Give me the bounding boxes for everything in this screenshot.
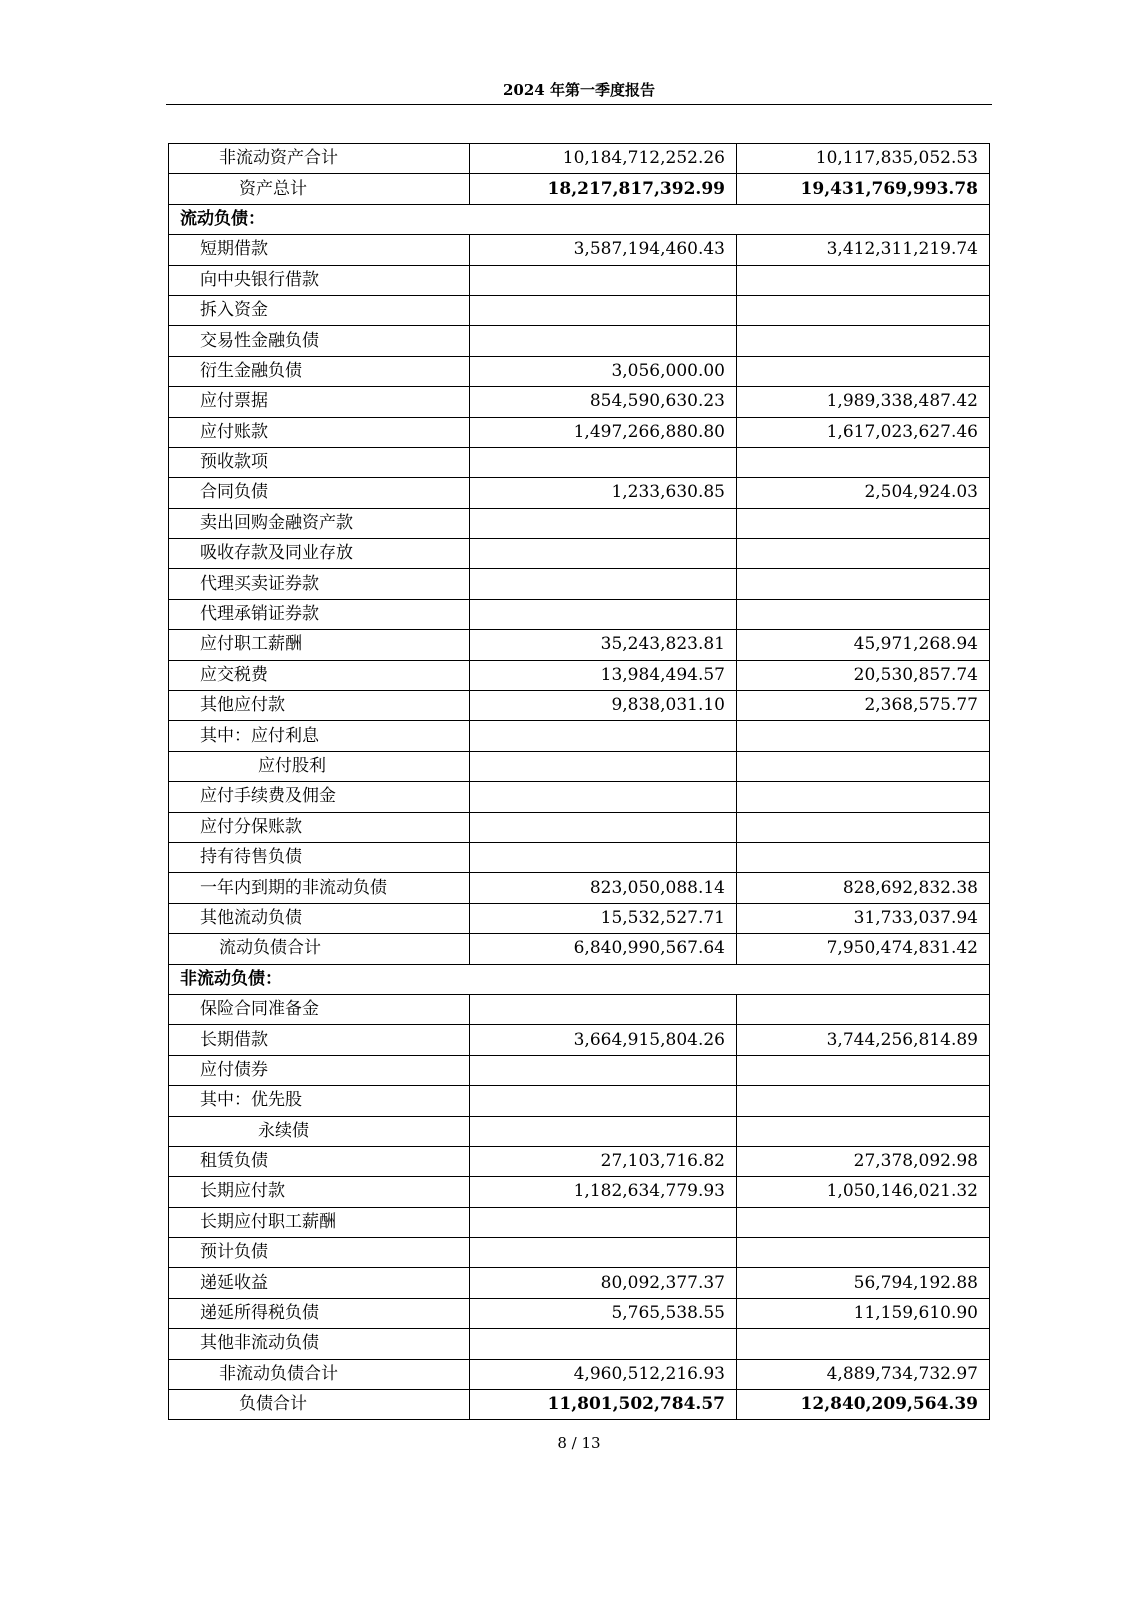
- row-label: 短期借款: [169, 235, 470, 265]
- prior-period-value: [737, 1055, 990, 1085]
- prior-period-value: [737, 508, 990, 538]
- header-rule: [166, 104, 992, 105]
- current-period-value: [470, 751, 737, 781]
- prior-period-value: [737, 812, 990, 842]
- prior-period-value: 3,744,256,814.89: [737, 1025, 990, 1055]
- prior-period-value: 31,733,037.94: [737, 903, 990, 933]
- row-label: 预收款项: [169, 447, 470, 477]
- table-row: [169, 1359, 990, 1389]
- row-label: 代理承销证券款: [169, 599, 470, 629]
- table-row: [169, 599, 990, 629]
- current-period-value: [470, 1055, 737, 1085]
- table-row: [169, 1207, 990, 1237]
- table-row: [169, 174, 990, 204]
- row-label: 其中：应付利息: [169, 721, 470, 751]
- current-period-value: [470, 721, 737, 751]
- section-row: [169, 204, 990, 234]
- current-period-value: [470, 842, 737, 872]
- row-label: 一年内到期的非流动负债: [169, 873, 470, 903]
- table-row: [169, 1238, 990, 1268]
- prior-period-value: [737, 356, 990, 386]
- row-label: 应付职工薪酬: [169, 630, 470, 660]
- table-row: [169, 903, 990, 933]
- prior-period-value: [737, 1329, 990, 1359]
- current-period-value: [470, 1238, 737, 1268]
- prior-period-value: 1,989,338,487.42: [737, 387, 990, 417]
- section-heading: 非流动负债：: [169, 964, 990, 994]
- page-number: 8 / 13: [557, 1434, 601, 1452]
- row-label: 资产总计: [169, 174, 470, 204]
- table-row: [169, 1086, 990, 1116]
- row-label: 永续债: [169, 1116, 470, 1146]
- prior-period-value: [737, 782, 990, 812]
- table-row: [169, 1116, 990, 1146]
- current-period-value: [470, 994, 737, 1024]
- table-row: [169, 1177, 990, 1207]
- table-row: [169, 1055, 990, 1085]
- current-period-value: 27,103,716.82: [470, 1146, 737, 1176]
- prior-period-value: 2,504,924.03: [737, 478, 990, 508]
- prior-period-value: 4,889,734,732.97: [737, 1359, 990, 1389]
- prior-period-value: 2,368,575.77: [737, 691, 990, 721]
- row-label: 递延收益: [169, 1268, 470, 1298]
- row-label: 卖出回购金融资产款: [169, 508, 470, 538]
- prior-period-value: 45,971,268.94: [737, 630, 990, 660]
- table-row: [169, 691, 990, 721]
- table-row: [169, 417, 990, 447]
- row-label: 持有待售负债: [169, 842, 470, 872]
- current-period-value: 13,984,494.57: [470, 660, 737, 690]
- report-header-title: 2024 年第一季度报告: [503, 81, 655, 99]
- table-row: [169, 934, 990, 964]
- current-period-value: 35,243,823.81: [470, 630, 737, 660]
- table-row: [169, 569, 990, 599]
- prior-period-value: 20,530,857.74: [737, 660, 990, 690]
- row-label: 预计负债: [169, 1238, 470, 1268]
- current-period-value: [470, 447, 737, 477]
- table-row: [169, 873, 990, 903]
- prior-period-value: 27,378,092.98: [737, 1146, 990, 1176]
- row-label: 其他非流动负债: [169, 1329, 470, 1359]
- prior-period-value: 3,412,311,219.74: [737, 235, 990, 265]
- table-row: [169, 356, 990, 386]
- current-period-value: [470, 812, 737, 842]
- row-label: 保险合同准备金: [169, 994, 470, 1024]
- prior-period-value: [737, 326, 990, 356]
- current-period-value: [470, 1207, 737, 1237]
- table-row: [169, 1329, 990, 1359]
- row-label: 应付票据: [169, 387, 470, 417]
- prior-period-value: [737, 599, 990, 629]
- table-row: [169, 842, 990, 872]
- table-row: [169, 751, 990, 781]
- current-period-value: 1,233,630.85: [470, 478, 737, 508]
- current-period-value: 823,050,088.14: [470, 873, 737, 903]
- current-period-value: 15,532,527.71: [470, 903, 737, 933]
- current-period-value: 9,838,031.10: [470, 691, 737, 721]
- table-row: [169, 1025, 990, 1055]
- prior-period-value: [737, 295, 990, 325]
- current-period-value: [470, 539, 737, 569]
- current-period-value: 80,092,377.37: [470, 1268, 737, 1298]
- row-label: 交易性金融负债: [169, 326, 470, 356]
- table-row: [169, 1390, 990, 1420]
- row-label: 长期应付款: [169, 1177, 470, 1207]
- prior-period-value: [737, 1238, 990, 1268]
- row-label: 应付手续费及佣金: [169, 782, 470, 812]
- current-period-value: 6,840,990,567.64: [470, 934, 737, 964]
- current-period-value: 3,056,000.00: [470, 356, 737, 386]
- table-row: [169, 630, 990, 660]
- current-period-value: [470, 326, 737, 356]
- row-label: 递延所得税负债: [169, 1298, 470, 1328]
- row-label: 非流动资产合计: [169, 144, 470, 174]
- table-row: [169, 782, 990, 812]
- table-row: [169, 295, 990, 325]
- row-label: 流动负债合计: [169, 934, 470, 964]
- table-row: [169, 326, 990, 356]
- current-period-value: [470, 569, 737, 599]
- row-label: 拆入资金: [169, 295, 470, 325]
- row-label: 应交税费: [169, 660, 470, 690]
- row-label: 应付账款: [169, 417, 470, 447]
- prior-period-value: 56,794,192.88: [737, 1268, 990, 1298]
- prior-period-value: [737, 994, 990, 1024]
- prior-period-value: 19,431,769,993.78: [737, 174, 990, 204]
- current-period-value: [470, 1116, 737, 1146]
- table-row: [169, 721, 990, 751]
- row-label: 非流动负债合计: [169, 1359, 470, 1389]
- current-period-value: [470, 1329, 737, 1359]
- current-period-value: 11,801,502,784.57: [470, 1390, 737, 1420]
- prior-period-value: [737, 842, 990, 872]
- section-row: [169, 964, 990, 994]
- prior-period-value: [737, 265, 990, 295]
- current-period-value: [470, 1086, 737, 1116]
- prior-period-value: [737, 721, 990, 751]
- current-period-value: 1,497,266,880.80: [470, 417, 737, 447]
- table-row: [169, 478, 990, 508]
- table-row: [169, 447, 990, 477]
- current-period-value: [470, 599, 737, 629]
- row-label: 代理买卖证券款: [169, 569, 470, 599]
- row-label: 其中：优先股: [169, 1086, 470, 1116]
- row-label: 长期借款: [169, 1025, 470, 1055]
- table-row: [169, 994, 990, 1024]
- table-row: [169, 1298, 990, 1328]
- current-period-value: 5,765,538.55: [470, 1298, 737, 1328]
- row-label: 应付股利: [169, 751, 470, 781]
- prior-period-value: 1,617,023,627.46: [737, 417, 990, 447]
- row-label: 其他应付款: [169, 691, 470, 721]
- table-row: [169, 265, 990, 295]
- table-row: [169, 508, 990, 538]
- prior-period-value: 1,050,146,021.32: [737, 1177, 990, 1207]
- prior-period-value: [737, 1116, 990, 1146]
- prior-period-value: 7,950,474,831.42: [737, 934, 990, 964]
- row-label: 向中央银行借款: [169, 265, 470, 295]
- current-period-value: 18,217,817,392.99: [470, 174, 737, 204]
- row-label: 衍生金融负债: [169, 356, 470, 386]
- prior-period-value: [737, 1207, 990, 1237]
- prior-period-value: [737, 751, 990, 781]
- balance-sheet-body: [169, 144, 990, 1420]
- table-row: [169, 1268, 990, 1298]
- current-period-value: 1,182,634,779.93: [470, 1177, 737, 1207]
- row-label: 负债合计: [169, 1390, 470, 1420]
- row-label: 长期应付职工薪酬: [169, 1207, 470, 1237]
- current-period-value: 10,184,712,252.26: [470, 144, 737, 174]
- row-label: 吸收存款及同业存放: [169, 539, 470, 569]
- table-row: [169, 812, 990, 842]
- table-row: [169, 387, 990, 417]
- row-label: 合同负债: [169, 478, 470, 508]
- prior-period-value: 11,159,610.90: [737, 1298, 990, 1328]
- current-period-value: [470, 265, 737, 295]
- prior-period-value: [737, 1086, 990, 1116]
- current-period-value: 4,960,512,216.93: [470, 1359, 737, 1389]
- prior-period-value: 12,840,209,564.39: [737, 1390, 990, 1420]
- row-label: 租赁负债: [169, 1146, 470, 1176]
- current-period-value: 3,664,915,804.26: [470, 1025, 737, 1055]
- table-row: [169, 660, 990, 690]
- prior-period-value: [737, 569, 990, 599]
- current-period-value: 854,590,630.23: [470, 387, 737, 417]
- table-row: [169, 144, 990, 174]
- table-row: [169, 539, 990, 569]
- current-period-value: [470, 295, 737, 325]
- row-label: 其他流动负债: [169, 903, 470, 933]
- balance-sheet-table: [168, 143, 990, 1420]
- prior-period-value: 828,692,832.38: [737, 873, 990, 903]
- row-label: 应付分保账款: [169, 812, 470, 842]
- table-row: [169, 235, 990, 265]
- row-label: 应付债券: [169, 1055, 470, 1085]
- current-period-value: [470, 782, 737, 812]
- table-row: [169, 1146, 990, 1176]
- section-heading: 流动负债：: [169, 204, 990, 234]
- prior-period-value: 10,117,835,052.53: [737, 144, 990, 174]
- current-period-value: [470, 508, 737, 538]
- current-period-value: 3,587,194,460.43: [470, 235, 737, 265]
- prior-period-value: [737, 539, 990, 569]
- prior-period-value: [737, 447, 990, 477]
